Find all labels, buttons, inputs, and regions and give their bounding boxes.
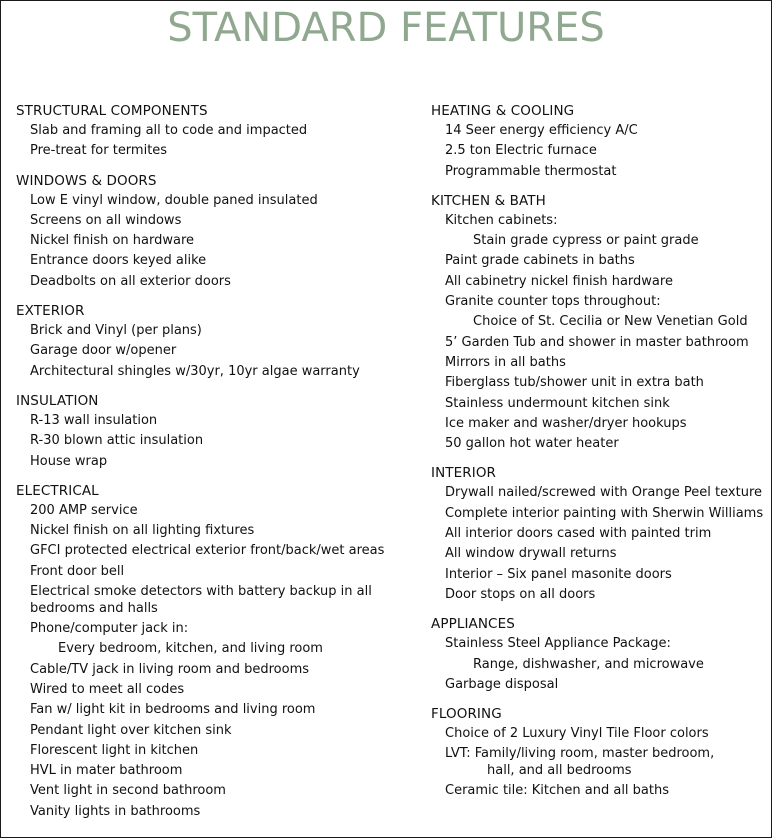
feature-item-line: LVT: Family/living room, master bedroom, <box>445 746 715 762</box>
sub-item: Stain grade cypress or paint grade <box>473 233 699 249</box>
section-heading: STRUCTURAL COMPONENTS <box>16 103 208 119</box>
feature-item: 5’ Garden Tub and shower in master bathroom <box>445 334 749 350</box>
feature-item <box>431 744 769 781</box>
feature-item: 2.5 ton Electric furnace <box>445 143 597 159</box>
feature-item: Garage door w/opener <box>30 343 177 359</box>
feature-item: Cable/TV jack in living room and bedrooms <box>30 661 310 677</box>
feature-item: Deadbolts on all exterior doors <box>30 273 231 289</box>
feature-item: 14 Seer energy efficiency A/C <box>445 123 638 138</box>
feature-item: Phone/computer jack in: <box>30 621 189 637</box>
feature-item: 200 AMP service <box>30 502 138 518</box>
section-heading: INTERIOR <box>431 465 497 482</box>
section-exterior <box>16 301 411 382</box>
section-heading: FLOORING <box>431 706 502 723</box>
feature-item: Front door bell <box>30 563 125 579</box>
feature-item: Stainless undermount kitchen sink <box>445 395 670 411</box>
sub-item: Every bedroom, kitchen, and living room <box>58 641 323 657</box>
feature-item: 50 gallon hot water heater <box>445 436 619 452</box>
feature-item-line: Electrical smoke detectors with battery backup in all <box>30 584 372 600</box>
feature-item: Architectural shingles w/30yr, 10yr algae warranty <box>30 363 360 379</box>
feature-item: Drywall nailed/screwed with Orange Peel texture <box>445 485 763 501</box>
section-heading: WINDOWS & DOORS <box>16 172 157 189</box>
feature-item: Mirrors in all baths <box>445 354 566 370</box>
feature-item: Wired to meet all codes <box>30 681 185 697</box>
section-appliances <box>431 614 769 695</box>
feature-item: All cabinetry nickel finish hardware <box>445 273 673 289</box>
feature-item: Nickel finish on hardware <box>30 233 195 249</box>
section-electrical <box>16 481 411 822</box>
feature-item: Pendant light over kitchen sink <box>30 722 232 738</box>
feature-item: GFCI protected electrical exterior front/back/wet areas <box>30 543 385 559</box>
feature-item: HVL in mater bathroom <box>30 763 183 779</box>
feature-item: Granite counter tops throughout: <box>445 294 661 310</box>
feature-item: Pre-treat for termites <box>30 143 168 159</box>
feature-item: Garbage disposal <box>445 676 559 692</box>
feature-item: All interior doors cased with painted trim <box>445 526 712 542</box>
feature-item: Brick and Vinyl (per plans) <box>30 323 202 339</box>
sub-item: Choice of St. Cecilia or New Venetian Gold <box>473 314 748 330</box>
feature-item: Entrance doors keyed alike <box>30 253 207 269</box>
right-column <box>431 101 769 811</box>
section-heading: KITCHEN & BATH <box>431 192 546 209</box>
feature-item: Vent light in second bathroom <box>30 783 226 799</box>
feature-item: Door stops on all doors <box>445 586 596 602</box>
feature-item: Screens on all windows <box>30 212 182 228</box>
feature-item-continuation: bedrooms and halls <box>30 600 158 616</box>
feature-item: Fiberglass tub/shower unit in extra bath <box>445 375 704 391</box>
feature-item-continuation: hall, and all bedrooms <box>487 762 632 778</box>
feature-item: Kitchen cabinets: <box>445 212 558 228</box>
feature-item: Complete interior painting with Sherwin Williams <box>445 505 764 521</box>
feature-item: Vanity lights in bathrooms <box>30 803 201 819</box>
page-title: STANDARD FEATURES <box>167 5 605 51</box>
feature-item: Slab and framing all to code and impacted <box>30 123 308 138</box>
feature-item: Stainless Steel Appliance Package: <box>445 636 671 652</box>
feature-item: Ceramic tile: Kitchen and all baths <box>445 783 670 799</box>
section-windows-and-doors <box>16 171 411 292</box>
left-column <box>16 101 411 831</box>
section-heading: ELECTRICAL <box>16 482 99 499</box>
section-kitchen-and-bath <box>431 191 769 455</box>
section-insulation <box>16 391 411 472</box>
section-heading: EXTERIOR <box>16 303 85 320</box>
feature-item <box>16 582 411 619</box>
sub-item: Range, dishwasher, and microwave <box>473 656 704 672</box>
feature-item: Paint grade cabinets in baths <box>445 253 635 269</box>
feature-item: Programmable thermostat <box>445 163 617 179</box>
feature-item: House wrap <box>30 453 108 469</box>
section-heading: INSULATION <box>16 392 99 409</box>
feature-item: R-13 wall insulation <box>30 412 158 428</box>
feature-item: Nickel finish on all lighting fixtures <box>30 523 255 539</box>
section-structural-components <box>16 101 411 162</box>
feature-item: Low E vinyl window, double paned insulated <box>30 192 318 208</box>
feature-item: Interior – Six panel masonite doors <box>445 566 672 582</box>
section-heading: HEATING & COOLING <box>431 103 575 119</box>
feature-item: R-30 blown attic insulation <box>30 433 204 449</box>
feature-item: Ice maker and washer/dryer hookups <box>445 415 687 431</box>
section-flooring <box>431 704 769 802</box>
section-heading: APPLIANCES <box>431 616 515 633</box>
feature-item: Fan w/ light kit in bedrooms and living room <box>30 702 316 718</box>
feature-item: Choice of 2 Luxury Vinyl Tile Floor colors <box>445 726 709 742</box>
feature-item: All window drywall returns <box>445 546 617 562</box>
section-interior <box>431 463 769 605</box>
feature-item: Florescent light in kitchen <box>30 742 199 758</box>
section-heating-and-cooling <box>431 101 769 182</box>
